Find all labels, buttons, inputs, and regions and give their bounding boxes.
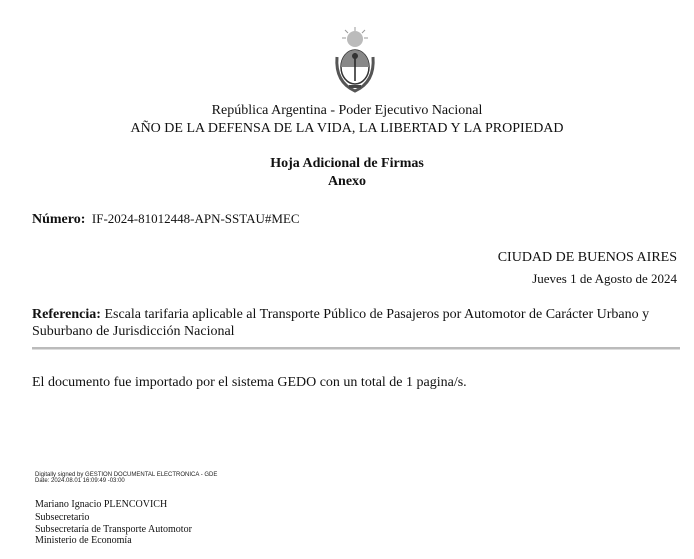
header-line-2: AÑO DE LA DEFENSA DE LA VIDA, LA LIBERTAD Y LA PROPIEDAD xyxy=(130,121,564,136)
body-text: El documento fue importado por el sistema GEDO con un total de 1 pagina/s. xyxy=(32,375,467,390)
digital-signature-line-2: Date: 2024.08.01 16:09:49 -03:00 xyxy=(35,478,125,484)
referencia-line-1 xyxy=(32,307,649,323)
header-line-1: República Argentina - Poder Ejecutivo Nacional xyxy=(211,103,483,118)
coat-of-arms-icon xyxy=(331,27,379,95)
numero-value: IF-2024-81012448-APN-SSTAU#MEC xyxy=(91,211,300,226)
signer-office: Subsecretaría de Transporte Automotor xyxy=(35,524,192,535)
signer-role: Subsecretario xyxy=(35,512,90,523)
divider xyxy=(32,347,680,350)
signer-ministry: Ministerio de Economía xyxy=(35,535,132,546)
numero-row xyxy=(32,211,300,228)
digital-signature-line-1: Digitally signed by GESTION DOCUMENTAL ELECTRONICA - GDE xyxy=(35,472,218,478)
referencia-line-2: Suburbano de Jurisdicción Nacional xyxy=(32,324,235,339)
referencia-label: Referencia: xyxy=(32,307,101,322)
document-subtitle: Anexo xyxy=(327,174,367,189)
document-title: Hoja Adicional de Firmas xyxy=(270,156,424,171)
referencia-text: Escala tarifaria aplicable al Transporte Público de Pasajeros por Automotor de Carácter Urbano y xyxy=(104,307,650,322)
date: Jueves 1 de Agosto de 2024 xyxy=(532,271,677,286)
place: CIUDAD DE BUENOS AIRES xyxy=(497,250,677,265)
numero-label: Número: xyxy=(32,212,86,227)
signer-name: Mariano Ignacio PLENCOVICH xyxy=(35,499,168,510)
